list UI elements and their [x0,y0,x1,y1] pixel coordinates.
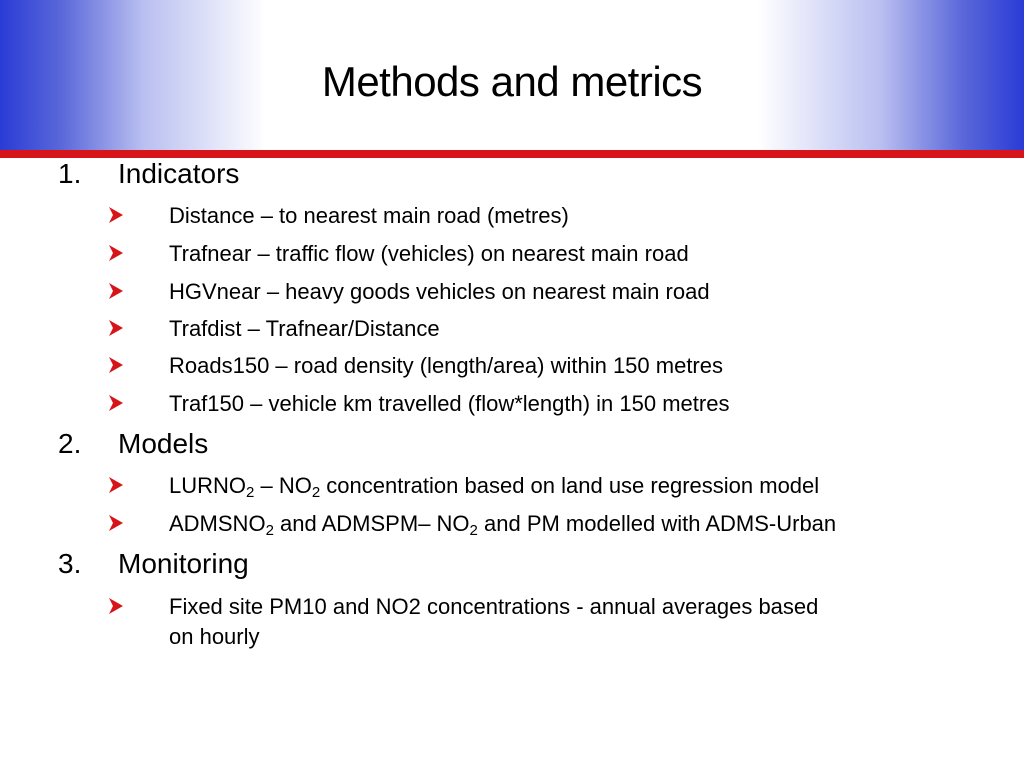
indicator-desc: – vehicle km travelled (flow*length) in 150 metres [244,391,730,416]
indicator-name: Traf150 [169,391,245,416]
arrow-bullet-icon [106,205,126,225]
indicator-desc: – traffic flow (vehicles) on nearest main road [251,241,689,266]
arrow-bullet-icon [106,393,126,413]
indicator-desc: – to nearest main road (metres) [254,203,569,228]
indicator-name: Trafdist [169,316,242,341]
model-name: $LURNO_2$ [169,473,255,501]
arrow-bullet-icon [106,475,126,495]
monitoring-desc-line2: on hourly [169,624,260,649]
section-label: Models [118,428,209,459]
arrow-bullet-icon [106,281,126,301]
arrow-bullet-icon [106,318,126,338]
section-label: Monitoring [118,548,249,579]
indicator-desc: – heavy goods vehicles on nearest main road [260,279,710,304]
model-name: $ADMSNO_2$ and ADMSPM [169,511,419,539]
slide-title: Methods and metrics [321,58,703,105]
red-divider [0,150,1024,158]
section-number: 2. [58,428,82,459]
arrow-bullet-icon [106,513,126,533]
arrow-bullet-icon [106,243,126,263]
section-number: 1. [58,158,82,189]
arrow-bullet-icon [106,355,126,375]
indicator-name: Distance [169,203,255,228]
section-label: Indicators [118,158,240,189]
indicator-name: Roads150 [169,353,270,378]
indicator-desc: – road density (length/area) within 150 metres [269,353,723,378]
section-number: 3. [58,548,82,579]
monitoring-sep: - [570,594,584,619]
indicator-desc: – Trafnear/Distance [241,316,440,341]
arrow-bullet-icon [106,596,126,616]
indicator-name: Trafnear [169,241,252,266]
model-desc: – $NO_2$ concentration based on land use regression model [254,473,820,501]
model-desc: – $NO_2$ and PM modelled with ADMS-Urban [418,511,837,539]
indicator-name: HGVnear [169,279,261,304]
monitoring-desc: annual averages based [583,594,819,619]
monitoring-name: Fixed site PM10 and NO2 concentrations [169,594,571,619]
